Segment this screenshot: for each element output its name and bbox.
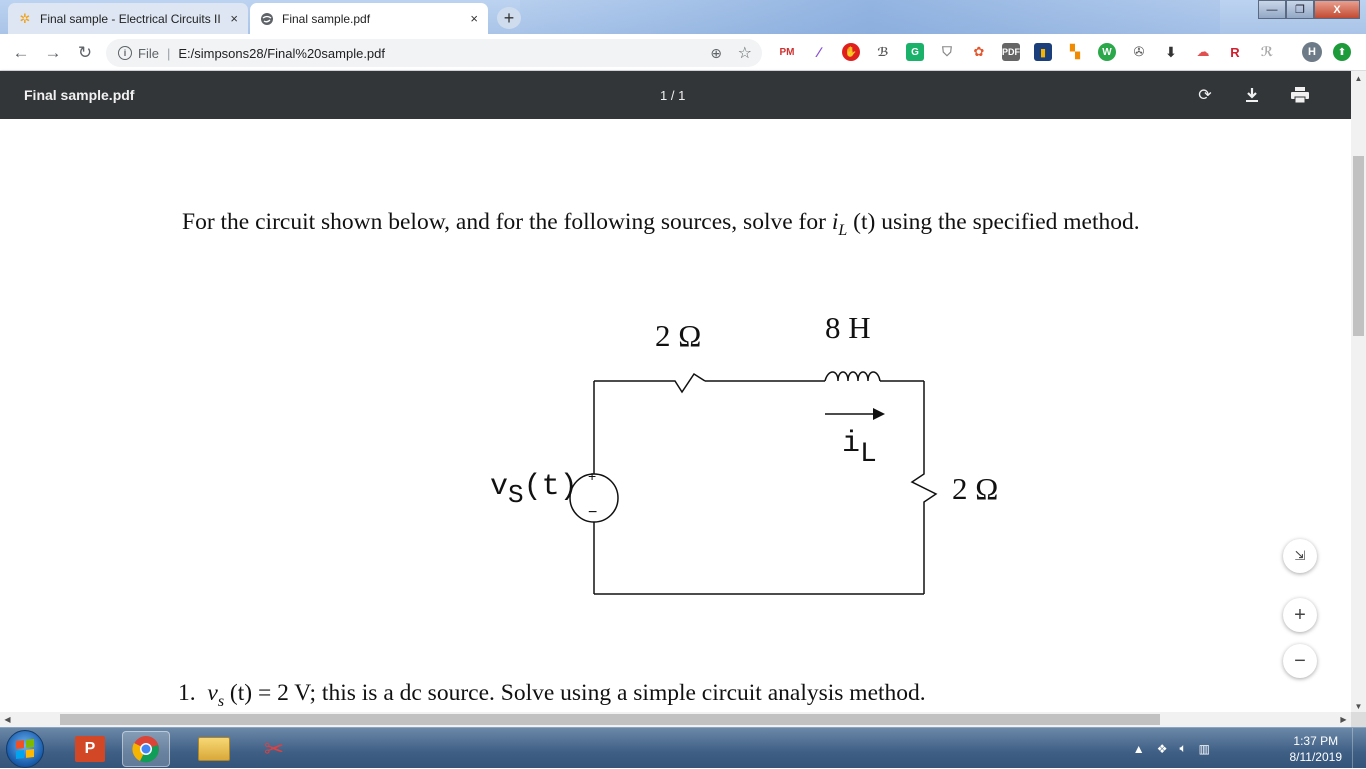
download-icon[interactable] xyxy=(1240,83,1264,107)
start-button[interactable] xyxy=(6,730,44,768)
sparkle-icon: ✲ xyxy=(19,10,31,26)
question-text: (t) = 2 V; this is a dc source. Solve using a simple circuit analysis method. xyxy=(224,680,926,706)
download-arrow-icon[interactable]: ⬇ xyxy=(1165,43,1177,60)
folder-icon xyxy=(198,737,230,761)
current-label: iL xyxy=(842,427,877,470)
film-extension-icon[interactable]: ✇ xyxy=(1133,44,1145,59)
scroll-left-icon[interactable]: ◀ xyxy=(4,715,11,724)
tab-title: Final sample - Electrical Circuits II xyxy=(40,11,221,26)
update-arrow-icon[interactable]: ⬆ xyxy=(1333,43,1351,61)
minimize-button[interactable]: — xyxy=(1258,0,1286,19)
r-grey-extension-icon[interactable]: ℛ xyxy=(1260,44,1274,59)
url-text[interactable]: E:/simpsons28/Final%20sample.pdf xyxy=(178,45,386,61)
rotate-icon[interactable]: ⟳ xyxy=(1198,87,1212,104)
w-extension-icon[interactable]: W xyxy=(1098,43,1116,61)
chrome-icon xyxy=(132,735,160,763)
info-icon[interactable]: i xyxy=(118,46,132,60)
tab-strip xyxy=(0,0,1366,34)
vertical-scrollbar[interactable] xyxy=(1351,71,1366,713)
source-variable: v xyxy=(207,680,218,706)
pm-extension-icon[interactable]: PM xyxy=(779,46,795,58)
url-separator: | xyxy=(166,45,171,61)
intro-text: For the circuit shown below, and for the following sources, solve for xyxy=(182,209,832,235)
r2-label: 2 Ω xyxy=(952,471,999,506)
intro-suffix: using the specified method. xyxy=(875,209,1140,235)
fit-page-button[interactable]: ⇲ xyxy=(1283,539,1317,573)
zoom-out-button[interactable]: − xyxy=(1283,644,1317,678)
zoom-in-button[interactable]: + xyxy=(1283,598,1317,632)
avatar[interactable]: H xyxy=(1302,42,1322,62)
tabstrip-background xyxy=(520,0,1220,34)
r1-label: 2 Ω xyxy=(655,318,702,353)
bookmark-star-icon[interactable]: ☆ xyxy=(737,45,752,62)
source-plus: + xyxy=(588,468,597,484)
clock[interactable] xyxy=(1290,733,1343,765)
cloud-extension-icon[interactable]: ☁ xyxy=(1196,44,1210,59)
r-extension-icon[interactable]: R xyxy=(1230,44,1240,60)
translate-icon[interactable]: ℬ xyxy=(877,45,889,59)
adblock-icon[interactable]: ✋ xyxy=(842,43,860,61)
question-1 xyxy=(178,680,926,712)
resistor-r1 xyxy=(665,374,705,392)
print-icon[interactable] xyxy=(1288,83,1312,107)
current-variable: i xyxy=(831,209,839,235)
url-scheme: File xyxy=(138,45,159,61)
pdf-toolbar xyxy=(0,71,1351,119)
vertical-scroll-thumb[interactable] xyxy=(1353,156,1364,336)
pen-extension-icon[interactable]: ∕ xyxy=(817,44,821,60)
question-number: 1. xyxy=(178,680,196,706)
window-controls xyxy=(1258,0,1360,19)
taskbar-explorer[interactable] xyxy=(190,731,238,767)
reload-icon[interactable]: ↻ xyxy=(77,43,93,62)
maximize-button[interactable]: ❐ xyxy=(1286,0,1314,19)
inductor xyxy=(825,372,880,381)
browser-toolbar xyxy=(0,34,1366,71)
source-subscript: s xyxy=(217,692,225,710)
zoom-icon[interactable]: ⊕ xyxy=(710,44,722,61)
problem-statement xyxy=(182,209,1140,241)
chart-extension-icon[interactable]: ▮ xyxy=(1034,43,1052,61)
page-indicator[interactable]: 1 / 1 xyxy=(660,88,686,103)
volume-icon[interactable]: 🔈︎ xyxy=(1179,741,1187,755)
scroll-right-icon[interactable]: ▶ xyxy=(1340,715,1347,724)
system-tray xyxy=(1127,728,1216,769)
show-hidden-icons-icon[interactable]: ▲ xyxy=(1132,741,1145,756)
clock-date: 8/11/2019 xyxy=(1289,750,1342,764)
grammarly-icon[interactable]: G xyxy=(906,43,924,61)
scroll-up-icon[interactable]: ▲ xyxy=(1354,73,1363,83)
windows-logo-icon xyxy=(16,739,34,759)
source-label: vS(t) xyxy=(490,470,578,510)
inductor-label: 8 H xyxy=(825,310,871,345)
new-tab-button[interactable]: + xyxy=(497,7,521,29)
tab-electrical-circuits[interactable] xyxy=(8,3,248,34)
taskbar xyxy=(0,727,1366,768)
dropbox-icon[interactable]: ❖ xyxy=(1156,741,1168,756)
tab-final-sample-pdf[interactable] xyxy=(250,3,488,34)
current-arrowhead xyxy=(873,408,885,420)
back-icon[interactable]: ← xyxy=(12,43,30,62)
clock-time: 1:37 PM xyxy=(1293,734,1339,748)
forward-icon[interactable]: → xyxy=(44,43,62,62)
window-close-button[interactable]: X xyxy=(1314,0,1360,19)
pdf-file-name: Final sample.pdf xyxy=(24,87,135,103)
powerpoint-icon: P xyxy=(75,736,105,762)
taskbar-chrome[interactable] xyxy=(122,731,170,767)
scissors-icon: ✂ xyxy=(263,735,285,763)
horizontal-scrollbar[interactable] xyxy=(0,712,1351,727)
globe-icon xyxy=(260,12,274,26)
taskbar-powerpoint[interactable] xyxy=(66,731,114,767)
horizontal-scroll-thumb[interactable] xyxy=(60,714,1160,725)
pdf-extension-icon[interactable]: PDF xyxy=(1002,43,1020,61)
network-icon[interactable]: ▥ xyxy=(1198,741,1210,756)
show-desktop-button[interactable] xyxy=(1352,728,1366,769)
tab-title: Final sample.pdf xyxy=(282,11,371,26)
pdf-page xyxy=(0,119,1351,713)
close-icon[interactable]: × xyxy=(230,11,238,26)
puzzle-icon[interactable]: ✿ xyxy=(973,44,985,59)
scroll-down-icon[interactable]: ▼ xyxy=(1354,701,1363,711)
shield-icon[interactable]: ⛉ xyxy=(942,44,952,59)
resistor-r2 xyxy=(912,464,936,509)
taskbar-snipping-tool[interactable] xyxy=(250,731,298,767)
app-extension-icon[interactable]: ▚ xyxy=(1070,44,1080,59)
close-icon[interactable]: × xyxy=(470,11,478,26)
address-bar[interactable] xyxy=(106,39,762,67)
scrollbar-corner xyxy=(1351,712,1366,727)
current-argument: (t) xyxy=(847,209,876,235)
source-minus: − xyxy=(588,504,598,521)
current-subscript: L xyxy=(838,221,848,239)
circuit-diagram xyxy=(470,304,1030,604)
